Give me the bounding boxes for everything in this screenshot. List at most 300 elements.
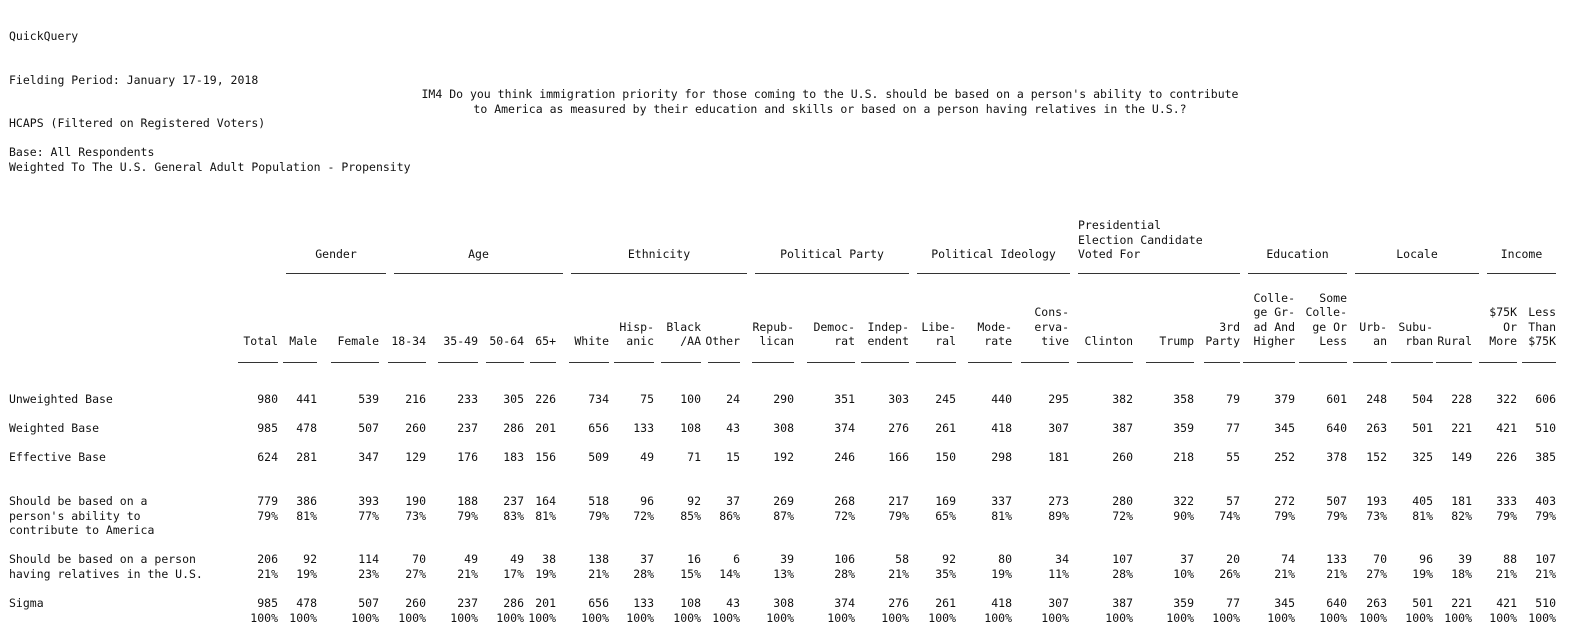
count-cell: 71 <box>687 450 701 464</box>
group-header: Income <box>1500 247 1543 261</box>
count-cell: 216 <box>405 392 426 406</box>
count-cell: 510 <box>1535 596 1556 610</box>
count-cell: 509 <box>588 450 609 464</box>
count-cell: 39 <box>780 552 794 566</box>
percent-cell: 79% <box>1535 508 1556 523</box>
percent-cell: 100% <box>1489 610 1517 625</box>
percent-cell: 81% <box>535 508 556 523</box>
column-header: 35-49 <box>443 334 478 348</box>
count-cell: 38 <box>542 552 556 566</box>
percent-cell: 15% <box>680 566 701 581</box>
column-underline <box>1353 362 1387 363</box>
percent-cell: 28% <box>633 566 654 581</box>
count-cell: 382 <box>1112 392 1133 406</box>
percent-cell: 10% <box>1173 566 1194 581</box>
count-cell: 164 <box>535 494 556 508</box>
percent-cell: 72% <box>834 508 855 523</box>
column-underline <box>968 362 1012 363</box>
count-cell: 156 <box>535 450 556 464</box>
count-cell: 92 <box>687 494 701 508</box>
count-cell: 307 <box>1048 421 1069 435</box>
count-cell: 237 <box>503 494 524 508</box>
count-cell: 260 <box>405 421 426 435</box>
group-header: Ethnicity <box>627 247 691 261</box>
percent-cell: 100% <box>398 610 426 625</box>
count-cell: 624 <box>257 450 278 464</box>
percent-cell: 79% <box>1326 508 1347 523</box>
count-cell: 303 <box>888 392 909 406</box>
count-cell: 378 <box>1326 450 1347 464</box>
count-cell: 779 <box>257 494 278 508</box>
column-underline <box>1243 362 1295 363</box>
count-cell: 308 <box>773 421 794 435</box>
count-cell: 16 <box>687 552 701 566</box>
count-cell: 308 <box>773 596 794 610</box>
count-cell: 387 <box>1112 421 1133 435</box>
percent-cell: 100% <box>984 610 1012 625</box>
column-underline <box>661 362 701 363</box>
row-label: Sigma <box>9 596 44 610</box>
count-cell: 421 <box>1496 596 1517 610</box>
percent-cell: 19% <box>991 566 1012 581</box>
count-cell: 77 <box>1226 596 1240 610</box>
percent-cell: 100% <box>1212 610 1240 625</box>
count-cell: 387 <box>1112 596 1133 610</box>
percent-cell: 100% <box>1041 610 1069 625</box>
count-cell: 507 <box>1326 494 1347 508</box>
group-underline <box>1248 273 1347 274</box>
percent-cell: 21% <box>457 566 478 581</box>
count-cell: 333 <box>1496 494 1517 508</box>
count-cell: 248 <box>1366 392 1387 406</box>
count-cell: 150 <box>935 450 956 464</box>
count-cell: 504 <box>1412 392 1433 406</box>
count-cell: 226 <box>535 392 556 406</box>
column-header: Cons- erva- tive <box>1034 305 1069 348</box>
percent-cell: 77% <box>358 508 379 523</box>
count-cell: 322 <box>1496 392 1517 406</box>
percent-cell: 72% <box>633 508 654 523</box>
count-cell: 601 <box>1326 392 1347 406</box>
column-header: Trump <box>1159 334 1194 348</box>
percent-cell: 23% <box>358 566 379 581</box>
count-cell: 107 <box>1535 552 1556 566</box>
count-cell: 418 <box>991 421 1012 435</box>
percent-cell: 100% <box>581 610 609 625</box>
count-cell: 37 <box>1180 552 1194 566</box>
count-cell: 37 <box>640 552 654 566</box>
percent-cell: 17% <box>503 566 524 581</box>
column-underline <box>1436 362 1472 363</box>
percent-cell: 87% <box>773 508 794 523</box>
question-line-1: IM4 Do you think immigration priority for those coming to the U.S. should be based on a person's ability to contribute <box>421 87 1239 101</box>
count-cell: 70 <box>412 552 426 566</box>
count-cell: 206 <box>257 552 278 566</box>
count-cell: 276 <box>888 421 909 435</box>
percent-cell: 89% <box>1048 508 1069 523</box>
count-cell: 176 <box>457 450 478 464</box>
count-cell: 34 <box>1055 552 1069 566</box>
count-cell: 261 <box>935 596 956 610</box>
percent-cell: 100% <box>1105 610 1133 625</box>
count-cell: 272 <box>1274 494 1295 508</box>
column-underline <box>1522 362 1556 363</box>
column-header: 3rd Party <box>1205 319 1240 348</box>
count-cell: 49 <box>510 552 524 566</box>
group-header: Age <box>468 247 489 261</box>
count-cell: 192 <box>773 450 794 464</box>
percent-cell: 27% <box>1366 566 1387 581</box>
column-header: 65+ <box>535 334 556 348</box>
count-cell: 507 <box>358 596 379 610</box>
percent-cell: 100% <box>1528 610 1556 625</box>
count-cell: 96 <box>640 494 654 508</box>
count-cell: 188 <box>457 494 478 508</box>
count-cell: 88 <box>1503 552 1517 566</box>
percent-cell: 100% <box>928 610 956 625</box>
count-cell: 263 <box>1366 421 1387 435</box>
percent-cell: 100% <box>766 610 794 625</box>
percent-cell: 18% <box>1451 566 1472 581</box>
count-cell: 237 <box>457 421 478 435</box>
header-line: Fielding Period: January 17-19, 2018 <box>9 72 259 87</box>
percent-cell: 72% <box>1112 508 1133 523</box>
count-cell: 441 <box>296 392 317 406</box>
count-cell: 374 <box>834 596 855 610</box>
count-cell: 298 <box>991 450 1012 464</box>
count-cell: 193 <box>1366 494 1387 508</box>
count-cell: 359 <box>1173 596 1194 610</box>
group-header: Political Ideology <box>931 247 1056 261</box>
count-cell: 281 <box>296 450 317 464</box>
group-underline <box>394 273 563 274</box>
count-cell: 181 <box>1451 494 1472 508</box>
percent-cell: 79% <box>888 508 909 523</box>
percent-cell: 65% <box>935 508 956 523</box>
percent-cell: 19% <box>296 566 317 581</box>
count-cell: 108 <box>680 421 701 435</box>
column-underline <box>1204 362 1240 363</box>
percent-cell: 14% <box>719 566 740 581</box>
column-header: 50-64 <box>489 334 524 348</box>
count-cell: 440 <box>991 392 1012 406</box>
percent-cell: 74% <box>1219 508 1240 523</box>
count-cell: 183 <box>503 450 524 464</box>
percent-cell: 100% <box>496 610 524 625</box>
percent-cell: 100% <box>289 610 317 625</box>
count-cell: 152 <box>1366 450 1387 464</box>
count-cell: 169 <box>935 494 956 508</box>
percent-cell: 79% <box>257 508 278 523</box>
column-header: Less Than $75K <box>1528 305 1556 348</box>
count-cell: 39 <box>1458 552 1472 566</box>
percent-cell: 100% <box>1359 610 1387 625</box>
percent-cell: 21% <box>588 566 609 581</box>
count-cell: 246 <box>834 450 855 464</box>
count-cell: 518 <box>588 494 609 508</box>
count-cell: 269 <box>773 494 794 508</box>
column-header: Some Colle- ge Or Less <box>1305 290 1347 348</box>
column-header: Mode- rate <box>977 319 1012 348</box>
column-underline <box>916 362 956 363</box>
column-header: Male <box>289 334 317 348</box>
count-cell: 273 <box>1048 494 1069 508</box>
percent-cell: 79% <box>588 508 609 523</box>
column-underline <box>1479 362 1517 363</box>
percent-cell: 26% <box>1219 566 1240 581</box>
count-cell: 261 <box>935 421 956 435</box>
count-cell: 734 <box>588 392 609 406</box>
count-cell: 6 <box>733 552 740 566</box>
count-cell: 149 <box>1451 450 1472 464</box>
count-cell: 74 <box>1281 552 1295 566</box>
percent-cell: 28% <box>834 566 855 581</box>
header-line: HCAPS (Filtered on Registered Voters) <box>9 116 266 130</box>
column-underline <box>1021 362 1069 363</box>
column-underline <box>1391 362 1433 363</box>
question-line-2: to America as measured by their education and skills or based on a person having relatives in the U.S.? <box>473 101 1187 116</box>
column-header: Female <box>337 334 379 348</box>
count-cell: 37 <box>726 494 740 508</box>
column-underline <box>1146 362 1194 363</box>
percent-cell: 11% <box>1048 566 1069 581</box>
column-header: Colle- ge Gr- ad And Higher <box>1253 290 1295 348</box>
percent-cell: 13% <box>773 566 794 581</box>
column-header: Total <box>243 334 278 348</box>
count-cell: 43 <box>726 421 740 435</box>
percent-cell: 86% <box>719 508 740 523</box>
percent-cell: 21% <box>1496 566 1517 581</box>
column-underline <box>530 362 556 363</box>
count-cell: 237 <box>457 596 478 610</box>
count-cell: 24 <box>726 392 740 406</box>
percent-cell: 100% <box>673 610 701 625</box>
column-header: Libe- ral <box>921 319 956 348</box>
group-underline <box>755 273 909 274</box>
count-cell: 129 <box>405 450 426 464</box>
column-header: Democ- rat <box>813 319 855 348</box>
count-cell: 217 <box>888 494 909 508</box>
count-cell: 57 <box>1226 494 1240 508</box>
count-cell: 421 <box>1496 421 1517 435</box>
count-cell: 345 <box>1274 421 1295 435</box>
percent-cell: 79% <box>1496 508 1517 523</box>
count-cell: 510 <box>1535 421 1556 435</box>
count-cell: 92 <box>942 552 956 566</box>
count-cell: 166 <box>888 450 909 464</box>
percent-cell: 79% <box>1274 508 1295 523</box>
row-label: Should be based on a person having relatives in the U.S. <box>9 552 203 581</box>
count-cell: 359 <box>1173 421 1194 435</box>
count-cell: 228 <box>1451 392 1472 406</box>
column-underline <box>1299 362 1347 363</box>
count-cell: 374 <box>834 421 855 435</box>
percent-cell: 79% <box>457 508 478 523</box>
column-underline <box>807 362 855 363</box>
column-header: Subu- rban <box>1398 319 1433 348</box>
count-cell: 478 <box>296 596 317 610</box>
column-underline <box>708 362 740 363</box>
count-cell: 106 <box>834 552 855 566</box>
count-cell: 640 <box>1326 421 1347 435</box>
count-cell: 337 <box>991 494 1012 508</box>
row-label: Effective Base <box>9 450 106 464</box>
count-cell: 218 <box>1173 450 1194 464</box>
count-cell: 92 <box>303 552 317 566</box>
percent-cell: 28% <box>1112 566 1133 581</box>
percent-cell: 21% <box>1326 566 1347 581</box>
count-cell: 133 <box>633 421 654 435</box>
count-cell: 107 <box>1112 552 1133 566</box>
count-cell: 985 <box>257 596 278 610</box>
count-cell: 351 <box>834 392 855 406</box>
percent-cell: 35% <box>935 566 956 581</box>
percent-cell: 73% <box>1366 508 1387 523</box>
count-cell: 70 <box>1373 552 1387 566</box>
count-cell: 133 <box>633 596 654 610</box>
column-underline <box>238 362 278 363</box>
count-cell: 43 <box>726 596 740 610</box>
count-cell: 276 <box>888 596 909 610</box>
count-cell: 20 <box>1226 552 1240 566</box>
percent-cell: 19% <box>535 566 556 581</box>
count-cell: 286 <box>503 596 524 610</box>
group-header: Education <box>1266 247 1329 261</box>
count-cell: 347 <box>358 450 379 464</box>
percent-cell: 21% <box>888 566 909 581</box>
percent-cell: 27% <box>405 566 426 581</box>
count-cell: 385 <box>1535 450 1556 464</box>
percent-cell: 100% <box>881 610 909 625</box>
percent-cell: 85% <box>680 508 701 523</box>
count-cell: 190 <box>405 494 426 508</box>
percent-cell: 100% <box>1267 610 1295 625</box>
column-header: White <box>574 334 609 348</box>
count-cell: 55 <box>1226 450 1240 464</box>
percent-cell: 90% <box>1173 508 1194 523</box>
count-cell: 980 <box>257 392 278 406</box>
percent-cell: 19% <box>1412 566 1433 581</box>
count-cell: 501 <box>1412 596 1433 610</box>
group-underline <box>571 273 747 274</box>
count-cell: 358 <box>1173 392 1194 406</box>
percent-cell: 81% <box>991 508 1012 523</box>
percent-cell: 81% <box>296 508 317 523</box>
column-header: Repub- lican <box>752 319 794 348</box>
percent-cell: 100% <box>1319 610 1347 625</box>
count-cell: 305 <box>503 392 524 406</box>
percent-cell: 100% <box>1444 610 1472 625</box>
count-cell: 280 <box>1112 494 1133 508</box>
column-header: Other <box>705 334 740 348</box>
count-cell: 77 <box>1226 421 1240 435</box>
group-underline <box>1078 273 1240 274</box>
count-cell: 226 <box>1496 450 1517 464</box>
count-cell: 49 <box>464 552 478 566</box>
count-cell: 181 <box>1048 450 1069 464</box>
column-underline <box>331 362 379 363</box>
column-underline <box>569 362 609 363</box>
question-text <box>0 87 1310 116</box>
group-underline <box>1487 273 1556 274</box>
count-cell: 307 <box>1048 596 1069 610</box>
percent-cell: 100% <box>1166 610 1194 625</box>
count-cell: 656 <box>588 421 609 435</box>
count-cell: 133 <box>1326 552 1347 566</box>
row-label: Unweighted Base <box>9 392 113 406</box>
count-cell: 290 <box>773 392 794 406</box>
percent-cell: 21% <box>1274 566 1295 581</box>
count-cell: 221 <box>1451 421 1472 435</box>
count-cell: 656 <box>588 596 609 610</box>
group-underline <box>286 273 386 274</box>
count-cell: 80 <box>998 552 1012 566</box>
count-cell: 322 <box>1173 494 1194 508</box>
count-cell: 108 <box>680 596 701 610</box>
row-label: Should be based on a person's ability to contribute to America <box>9 494 155 537</box>
count-cell: 260 <box>405 596 426 610</box>
count-cell: 325 <box>1412 450 1433 464</box>
column-underline <box>283 362 317 363</box>
percent-cell: 100% <box>450 610 478 625</box>
row-label: Weighted Base <box>9 421 100 435</box>
header-line: Weighted To The U.S. General Adult Population - Propensity <box>9 159 411 174</box>
percent-cell: 81% <box>1412 508 1433 523</box>
count-cell: 201 <box>535 421 556 435</box>
count-cell: 345 <box>1274 596 1295 610</box>
count-cell: 233 <box>457 392 478 406</box>
count-cell: 640 <box>1326 596 1347 610</box>
percent-cell: 83% <box>503 508 524 523</box>
count-cell: 260 <box>1112 450 1133 464</box>
column-underline <box>388 362 426 363</box>
count-cell: 386 <box>296 494 317 508</box>
count-cell: 501 <box>1412 421 1433 435</box>
count-cell: 507 <box>358 421 379 435</box>
percent-cell: 100% <box>250 610 278 625</box>
count-cell: 138 <box>588 552 609 566</box>
group-header: Presidential Election Candidate Voted For <box>1078 218 1203 261</box>
column-header: Urb- an <box>1359 319 1387 348</box>
column-underline <box>486 362 524 363</box>
count-cell: 985 <box>257 421 278 435</box>
column-underline <box>752 362 794 363</box>
column-header: Indep- endent <box>867 319 909 348</box>
count-cell: 75 <box>640 392 654 406</box>
percent-cell: 100% <box>351 610 379 625</box>
count-cell: 49 <box>640 450 654 464</box>
percent-cell: 100% <box>1405 610 1433 625</box>
count-cell: 58 <box>895 552 909 566</box>
column-underline <box>438 362 478 363</box>
count-cell: 405 <box>1412 494 1433 508</box>
count-cell: 286 <box>503 421 524 435</box>
percent-cell: 100% <box>712 610 740 625</box>
group-header: Gender <box>315 247 357 261</box>
column-header: Rural <box>1437 334 1472 348</box>
base-label: Base: All Respondents <box>9 145 155 159</box>
column-header: Clinton <box>1084 334 1133 348</box>
percent-cell: 73% <box>405 508 426 523</box>
count-cell: 403 <box>1535 494 1556 508</box>
column-underline <box>861 362 909 363</box>
column-underline <box>614 362 654 363</box>
column-underline <box>1077 362 1133 363</box>
count-cell: 100 <box>680 392 701 406</box>
count-cell: 221 <box>1451 596 1472 610</box>
percent-cell: 21% <box>257 566 278 581</box>
column-header: Hisp- anic <box>619 319 654 348</box>
